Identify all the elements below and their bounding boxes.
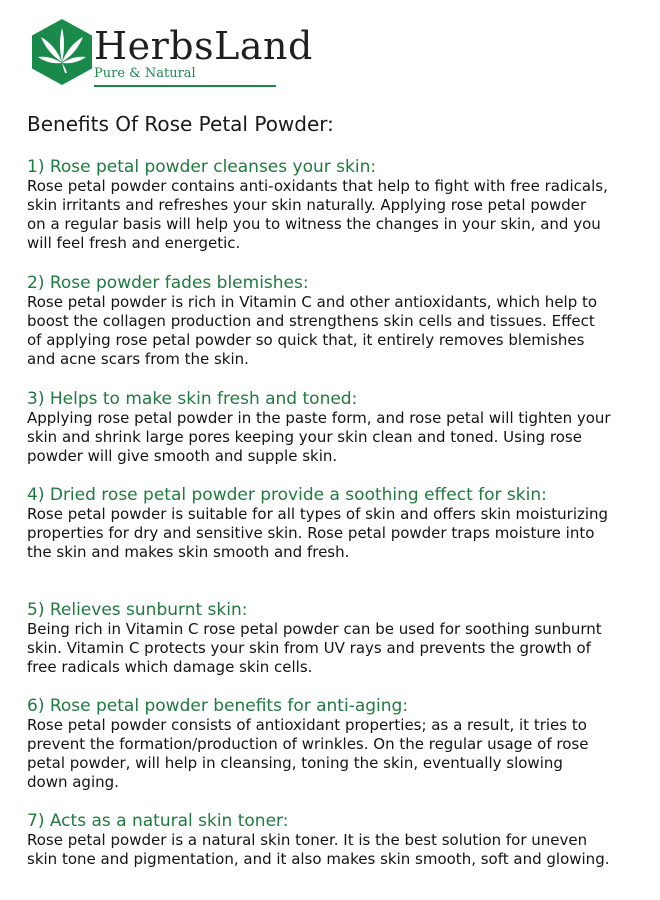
section-relieves-sunburn — [27, 601, 647, 677]
section-heading: 6) Rose petal powder benefits for anti-aging: — [27, 696, 409, 716]
page-title: Benefits Of Rose Petal Powder: — [27, 112, 334, 136]
section-heading: 5) Relieves sunburnt skin: — [27, 600, 248, 620]
section-heading: 3) Helps to make skin fresh and toned: — [27, 389, 358, 409]
section-heading: 2) Rose powder fades blemishes: — [27, 273, 309, 293]
brand-logo — [30, 18, 313, 90]
section-body: Rose petal powder contains anti-oxidants that help to fight with free radicals, skin irritants and refreshes your skin naturally. Applying rose petal powder on a regular basis will help you to witness the changes in your skin, and you will feel fresh and energetic. — [27, 177, 608, 252]
section-body: Rose petal powder is suitable for all types of skin and offers skin moisturizing properties for dry and sensitive skin. Rose petal powder traps moisture into the skin and makes skin smooth and fresh. — [27, 505, 609, 561]
section-body: Rose petal powder is a natural skin toner. It is the best solution for uneven skin tone and pigmentation, and it also makes skin smooth, soft and glowing. — [27, 831, 610, 868]
brand-underline — [94, 85, 276, 87]
section-natural-toner — [27, 812, 647, 869]
section-heading: 1) Rose petal powder cleanses your skin: — [27, 157, 377, 177]
brand-name: HerbsLand — [94, 24, 313, 68]
section-body: Being rich in Vitamin C rose petal powder can be used for soothing sunburnt skin. Vitamin C protects your skin from UV rays and prevents the growth of free radicals which damage skin cells. — [27, 620, 602, 676]
brand-tagline: Pure & Natural — [94, 66, 196, 81]
cannabis-leaf-icon — [30, 18, 94, 86]
section-soothing-effect — [27, 486, 647, 562]
section-heading: 7) Acts as a natural skin toner: — [27, 811, 289, 831]
section-body: Rose petal powder consists of antioxidant properties; as a result, it tries to prevent the formation/production of wrinkles. On the regular usage of rose petal powder, will help in cleansing, toning the skin, eventually slowing down aging. — [27, 716, 589, 791]
section-anti-aging — [27, 697, 647, 792]
section-body: Rose petal powder is rich in Vitamin C and other antioxidants, which help to boost the collagen production and strengthens skin cells and tissues. Effect of applying rose petal powder so quick that, it entirely removes blemishes and acne scars from the skin. — [27, 293, 598, 368]
section-fades-blemishes — [27, 274, 647, 369]
section-heading: 4) Dried rose petal powder provide a soothing effect for skin: — [27, 485, 547, 505]
section-body: Applying rose petal powder in the paste form, and rose petal will tighten your skin and shrink large pores keeping your skin clean and toned. Using rose powder will give smooth and supple skin. — [27, 409, 611, 465]
section-cleanses-skin — [27, 158, 647, 253]
section-fresh-and-toned — [27, 390, 647, 466]
